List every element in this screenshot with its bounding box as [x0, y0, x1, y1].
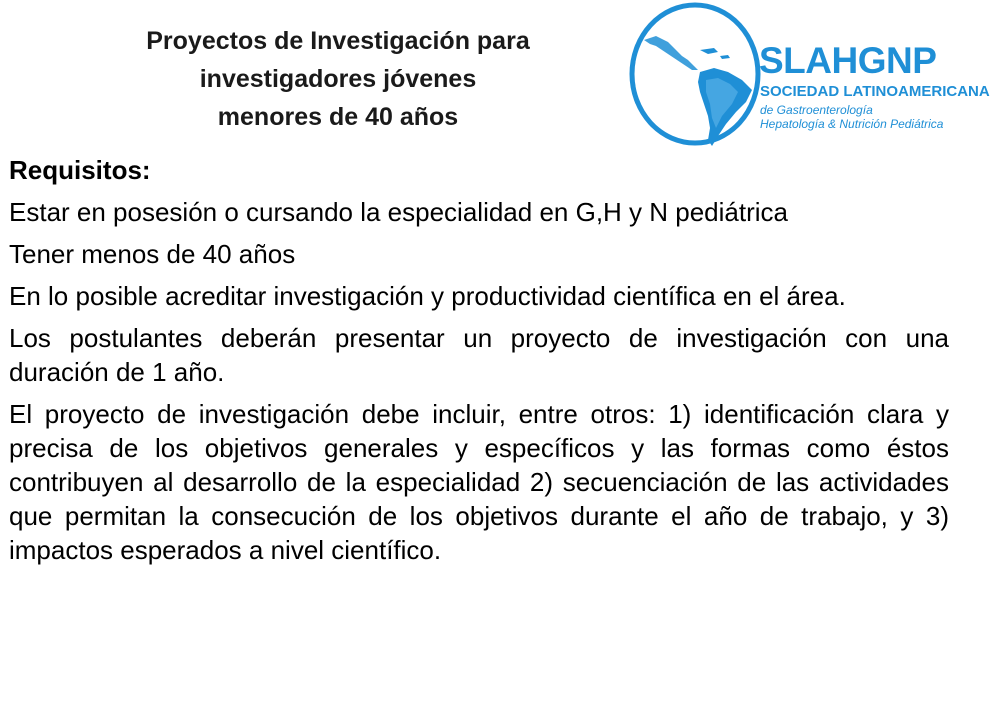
requirements-body — [9, 153, 949, 567]
title-line-3: menores de 40 años — [217, 103, 459, 131]
slide-title — [98, 22, 578, 136]
requirements-heading: Requisitos: — [9, 155, 151, 185]
requirement-paragraph-3: En lo posible acreditar investigación y productividad científica en el área. — [9, 281, 846, 311]
requirement-paragraph-1: Estar en posesión o cursando la especialidad en G,H y N pediátrica — [9, 197, 788, 227]
logo-brand-text: SLAHGNP — [759, 40, 937, 81]
logo-line-2: Hepatología & Nutrición Pediátrica — [760, 117, 944, 131]
title-line-1: Proyectos de Investigación para — [146, 27, 530, 55]
requirement-paragraph-5: El proyecto de investigación debe incluir, entre otros: 1) identificación clara y precisa de los objetivos generales y específicos y las formas como éstos contribuyen al desarrollo de la especialidad 2) secuenciación de las actividades que permitan la consecución de los objetivos durante el año de trabajo, y 3) impactos esperados a nivel científico. — [9, 399, 949, 565]
logo-line-1: de Gastroenterología — [760, 103, 873, 117]
slahgnp-logo — [622, 0, 990, 152]
title-line-2: investigadores jóvenes — [199, 65, 477, 93]
requirement-paragraph-4: Los postulantes deberán presentar un proyecto de investigación con una duración de 1 año. — [9, 323, 949, 387]
logo-subtitle: SOCIEDAD LATINOAMERICANA — [760, 83, 990, 100]
requirement-paragraph-2: Tener menos de 40 años — [9, 239, 296, 269]
